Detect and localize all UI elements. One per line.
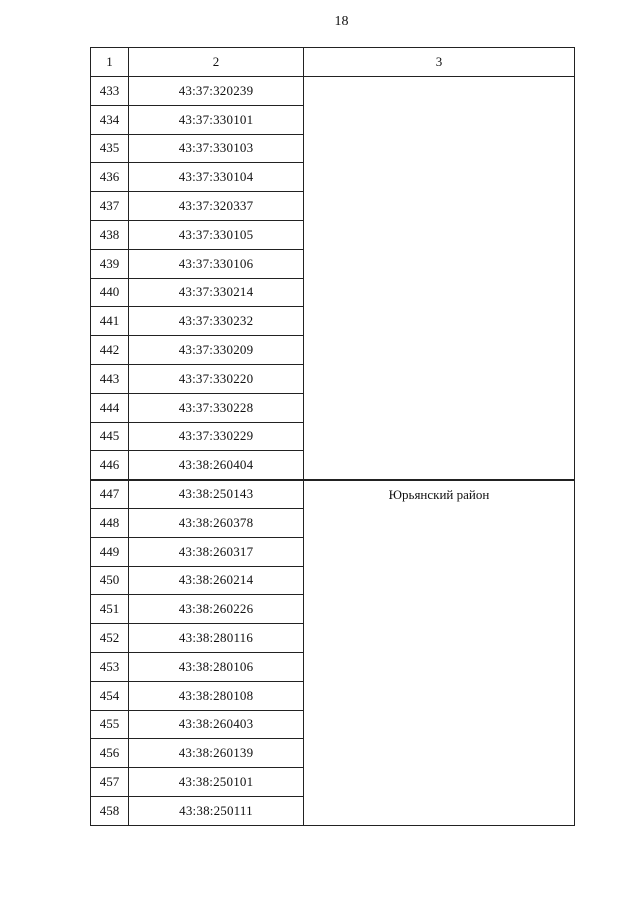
cadastral-code: 43:38:260226 — [129, 595, 304, 624]
row-number: 450 — [91, 566, 129, 595]
cadastral-code: 43:37:330220 — [129, 364, 304, 393]
cadastral-code: 43:38:280116 — [129, 624, 304, 653]
column-header-2: 2 — [129, 48, 304, 77]
row-number: 446 — [91, 451, 129, 480]
cadastral-table — [90, 47, 575, 826]
row-number: 455 — [91, 710, 129, 739]
cadastral-code: 43:38:260139 — [129, 739, 304, 768]
cadastral-code: 43:37:330103 — [129, 134, 304, 163]
region-cell — [304, 77, 575, 480]
cadastral-code: 43:37:330228 — [129, 393, 304, 422]
row-number: 453 — [91, 652, 129, 681]
row-number: 443 — [91, 364, 129, 393]
cadastral-code: 43:38:260403 — [129, 710, 304, 739]
cadastral-code: 43:38:260404 — [129, 451, 304, 480]
row-number: 456 — [91, 739, 129, 768]
row-number: 454 — [91, 681, 129, 710]
row-number: 440 — [91, 278, 129, 307]
cadastral-code: 43:37:320337 — [129, 192, 304, 221]
cadastral-code: 43:37:330209 — [129, 336, 304, 365]
cadastral-code: 43:37:330104 — [129, 163, 304, 192]
cadastral-code: 43:38:250143 — [129, 480, 304, 509]
row-number: 435 — [91, 134, 129, 163]
table-row — [91, 77, 575, 106]
row-number: 433 — [91, 77, 129, 106]
cadastral-code: 43:37:330101 — [129, 105, 304, 134]
row-number: 458 — [91, 796, 129, 825]
cadastral-code: 43:37:330232 — [129, 307, 304, 336]
row-number: 457 — [91, 768, 129, 797]
table-header-row — [91, 48, 575, 77]
page-number: 18 — [334, 14, 349, 29]
row-number: 452 — [91, 624, 129, 653]
cadastral-code: 43:37:330105 — [129, 220, 304, 249]
cadastral-code: 43:38:280108 — [129, 681, 304, 710]
row-number: 445 — [91, 422, 129, 451]
cadastral-code: 43:37:330106 — [129, 249, 304, 278]
cadastral-code: 43:38:280106 — [129, 652, 304, 681]
cadastral-code: 43:37:330214 — [129, 278, 304, 307]
row-number: 448 — [91, 508, 129, 537]
row-number: 438 — [91, 220, 129, 249]
row-number: 447 — [91, 480, 129, 509]
cadastral-code: 43:37:330229 — [129, 422, 304, 451]
region-cell: Юрьянский район — [304, 480, 575, 826]
cadastral-code: 43:37:320239 — [129, 77, 304, 106]
row-number: 449 — [91, 537, 129, 566]
table-row — [91, 480, 575, 509]
row-number: 451 — [91, 595, 129, 624]
column-header-3: 3 — [304, 48, 575, 77]
cadastral-code: 43:38:260378 — [129, 508, 304, 537]
column-header-1: 1 — [91, 48, 129, 77]
row-number: 444 — [91, 393, 129, 422]
row-number: 436 — [91, 163, 129, 192]
row-number: 441 — [91, 307, 129, 336]
cadastral-code: 43:38:260214 — [129, 566, 304, 595]
row-number: 442 — [91, 336, 129, 365]
cadastral-code: 43:38:250111 — [129, 796, 304, 825]
row-number: 437 — [91, 192, 129, 221]
cadastral-code: 43:38:260317 — [129, 537, 304, 566]
row-number: 439 — [91, 249, 129, 278]
row-number: 434 — [91, 105, 129, 134]
cadastral-code: 43:38:250101 — [129, 768, 304, 797]
